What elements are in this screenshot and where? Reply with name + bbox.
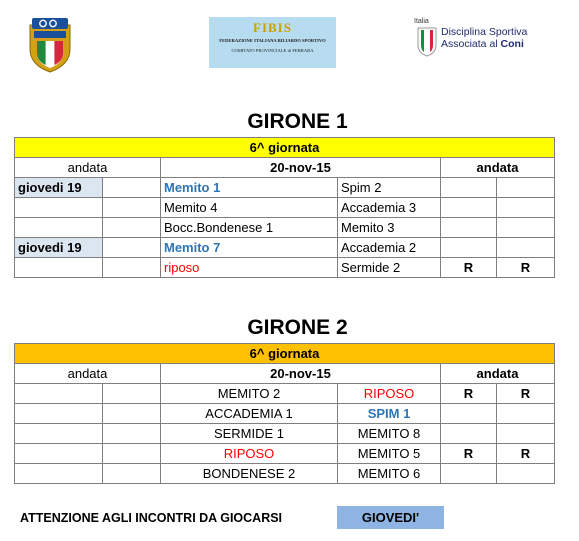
blank-cell: [103, 198, 161, 218]
day-cell: [15, 258, 103, 278]
federation-logo: [209, 17, 336, 68]
girone1-date: 20-nov-15: [161, 158, 441, 178]
day-cell: [15, 198, 103, 218]
girone1-andata-left: andata: [15, 158, 161, 178]
girone1-giornata-row: [15, 138, 555, 158]
result-1: [441, 464, 497, 484]
girone2-header-row: [15, 364, 555, 384]
federation-committee: COMITATO PROVINCIALE di FERRARA: [231, 48, 314, 53]
blank-cell: [103, 178, 161, 198]
result-2: [497, 424, 555, 444]
girone1-header-row: [15, 158, 555, 178]
home-team: Memito 7: [161, 238, 338, 258]
coni-line2: [441, 38, 527, 50]
girone2-title: GIRONE 2: [247, 316, 348, 339]
coni-line1: Disciplina Sportiva: [441, 26, 528, 38]
blank-cell: [103, 444, 161, 464]
result-1: [441, 238, 497, 258]
blank-cell: [103, 424, 161, 444]
day-cell: giovedi 19: [15, 238, 103, 258]
result-1: [441, 198, 497, 218]
home-team: BONDENESE 2: [161, 464, 338, 484]
result-1: R: [441, 384, 497, 404]
girone2-table: [14, 343, 555, 484]
blank-cell: [103, 384, 161, 404]
table-row: [15, 218, 555, 238]
table-row: [15, 424, 555, 444]
away-team: MEMITO 6: [338, 464, 441, 484]
blank-cell: [103, 464, 161, 484]
away-team: MEMITO 8: [338, 424, 441, 444]
blank-cell: [103, 258, 161, 278]
day-cell: [15, 464, 103, 484]
table-row: [15, 464, 555, 484]
table-row: [15, 444, 555, 464]
result-1: R: [441, 258, 497, 278]
result-1: [441, 424, 497, 444]
away-team: Memito 3: [338, 218, 441, 238]
result-2: R: [497, 258, 555, 278]
girone2-andata-right: andata: [441, 364, 555, 384]
result-2: [497, 238, 555, 258]
result-2: [497, 198, 555, 218]
fib-shield-logo: [28, 15, 72, 73]
result-2: [497, 464, 555, 484]
home-team: Memito 4: [161, 198, 338, 218]
girone2-giornata: 6^ giornata: [15, 344, 555, 364]
girone1-title: GIRONE 1: [247, 110, 348, 133]
table-row: [15, 178, 555, 198]
away-team: MEMITO 5: [338, 444, 441, 464]
day-cell: [15, 218, 103, 238]
girone1-giornata: 6^ giornata: [15, 138, 555, 158]
away-team: Sermide 2: [338, 258, 441, 278]
home-team: Memito 1: [161, 178, 338, 198]
day-cell: [15, 444, 103, 464]
coni-italia-label: Italia: [414, 18, 429, 25]
blank-cell: [103, 404, 161, 424]
day-cell: giovedi 19: [15, 178, 103, 198]
coni-logo: [414, 18, 564, 58]
away-team: Accademia 3: [338, 198, 441, 218]
result-2: [497, 178, 555, 198]
girone2-giornata-row: [15, 344, 555, 364]
result-1: [441, 404, 497, 424]
girone1-andata-right: andata: [441, 158, 555, 178]
home-team: RIPOSO: [161, 444, 338, 464]
federation-wordmark: FIBIS: [253, 20, 292, 35]
result-1: R: [441, 444, 497, 464]
girone2-date: 20-nov-15: [161, 364, 441, 384]
coni-line2-prefix: Associata al: [441, 38, 498, 50]
girone2-andata-left: andata: [15, 364, 161, 384]
away-team: RIPOSO: [338, 384, 441, 404]
girone1-rows: [15, 178, 555, 278]
coni-line2-bold: Coni: [500, 38, 524, 50]
result-2: R: [497, 444, 555, 464]
girone1-table: [14, 137, 555, 278]
federation-name: FEDERAZIONE ITALIANA BILIARDO SPORTIVO: [219, 38, 326, 43]
home-team: MEMITO 2: [161, 384, 338, 404]
home-team: SERMIDE 1: [161, 424, 338, 444]
girone2-rows: [15, 384, 555, 484]
result-2: [497, 404, 555, 424]
blank-cell: [103, 238, 161, 258]
home-team: ACCADEMIA 1: [161, 404, 338, 424]
coni-shield-icon: [417, 27, 437, 57]
result-1: [441, 218, 497, 238]
footer-day-badge: GIOVEDI': [337, 506, 444, 529]
home-team: Bocc.Bondenese 1: [161, 218, 338, 238]
home-team: riposo: [161, 258, 338, 278]
coni-text: [441, 26, 527, 50]
away-team: Accademia 2: [338, 238, 441, 258]
result-1: [441, 178, 497, 198]
day-cell: [15, 404, 103, 424]
table-row: [15, 258, 555, 278]
away-team: Spim 2: [338, 178, 441, 198]
blank-cell: [103, 218, 161, 238]
day-cell: [15, 424, 103, 444]
day-cell: [15, 384, 103, 404]
table-row: [15, 198, 555, 218]
table-row: [15, 384, 555, 404]
result-2: R: [497, 384, 555, 404]
table-row: [15, 238, 555, 258]
away-team: SPIM 1: [338, 404, 441, 424]
table-row: [15, 404, 555, 424]
result-2: [497, 218, 555, 238]
footer-note: ATTENZIONE AGLI INCONTRI DA GIOCARSI: [20, 511, 283, 525]
